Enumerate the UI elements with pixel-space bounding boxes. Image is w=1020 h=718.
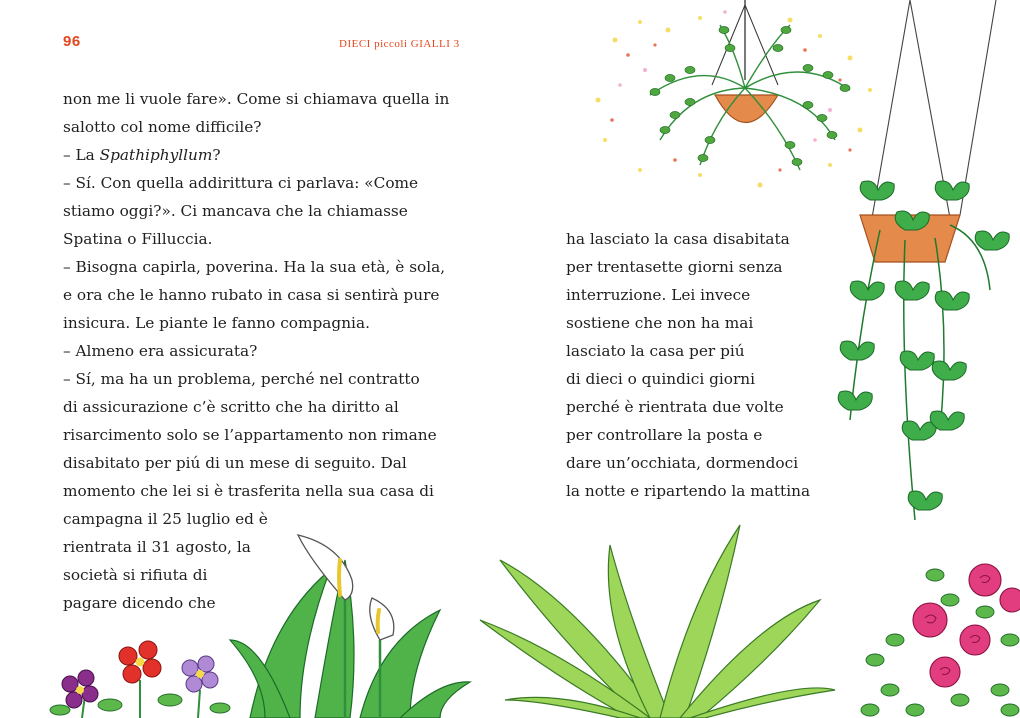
text-line: dare un’occhiata, dormendoci [566, 454, 799, 472]
text-segment: – La [63, 146, 100, 164]
text-line: lasciato la casa per piú [566, 342, 745, 360]
text-line: Spatina o Filluccia. [63, 230, 213, 248]
text-line: interruzione. Lei invece [566, 286, 751, 304]
text-line: pagare dicendo che [63, 594, 216, 612]
text-line: campagna il 25 luglio ed è [63, 510, 268, 528]
text-line: sostiene che non ha mai [566, 314, 754, 332]
text-line: perché è rientrata due volte [566, 398, 784, 416]
page-number: 96 [63, 33, 81, 50]
text-line: la notte e ripartendo la mattina [566, 482, 811, 500]
text-line: insicura. Le piante le fanno compagnia. [63, 314, 370, 332]
hanging-ivy-plant [838, 0, 1009, 520]
text-line: per trentasette giorni senza [566, 258, 783, 276]
spider-plant [480, 525, 835, 718]
text-line: di dieci o quindici giorni [566, 370, 756, 388]
hanging-plant-top [596, 0, 873, 188]
text-segment: ? [212, 146, 221, 164]
text-line: rientrata il 31 agosto, la [63, 538, 251, 556]
text-line: di assicurazione c’è scritto che ha diritto al [63, 398, 399, 416]
running-head: DIECI piccoli GIALLI 3 [339, 38, 460, 50]
text-line: disabitato per piú di un mese di seguito. Dal [63, 454, 407, 472]
text-line: e ora che le hanno rubato in casa si sentirà pure [63, 286, 440, 304]
text-line: stiamo oggi?». Ci mancava che la chiamasse [63, 202, 408, 220]
peace-lily [230, 535, 470, 718]
text-line: per controllare la posta e [566, 426, 763, 444]
text-line: ha lasciato la casa disabitata [566, 230, 790, 248]
plant-name-italic: Spathiphyllum [99, 146, 213, 164]
text-line: – Bisogna capirla, poverina. Ha la sua età, è sola, [63, 258, 446, 276]
text-line: società si rifiuta di [63, 566, 208, 584]
small-violets [50, 641, 230, 718]
text-line: – Sí. Con quella addirittura ci parlava: «Come [63, 174, 419, 192]
pink-flower-bush [861, 564, 1020, 716]
text-line: risarcimento solo se l’appartamento non rimane [63, 426, 437, 444]
text-line: momento che lei si è trasferita nella sua casa di [63, 482, 434, 500]
text-line: – Sí, ma ha un problema, perché nel contratto [63, 370, 420, 388]
text-line: – Almeno era assicurata? [63, 342, 258, 360]
text-line: salotto col nome difficile? [63, 118, 262, 136]
text-line: non me li vuole fare». Come si chiamava quella in [63, 90, 450, 108]
